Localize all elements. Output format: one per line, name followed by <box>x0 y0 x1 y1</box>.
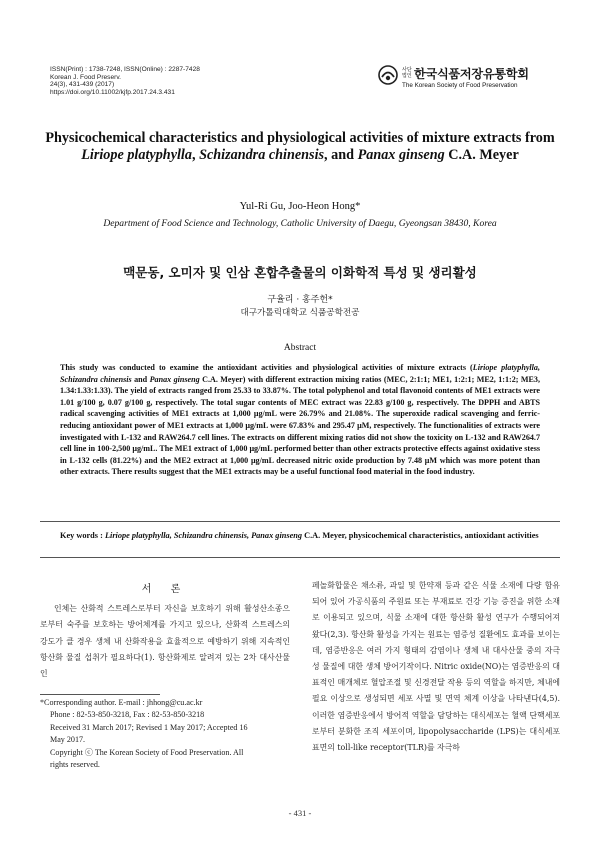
keywords-top-divider <box>40 521 560 522</box>
footnote-divider <box>40 694 160 695</box>
keywords-bottom-divider <box>40 557 560 558</box>
copyright-line: Copyright ⓒ The Korean Society of Food Preservation. All <box>50 747 244 757</box>
author-list: Yul-Ri Gu, Joo-Heon Hong* <box>239 201 361 212</box>
intro-right-column: 페놀화합물은 채소류, 과일 및 한약재 등과 같은 식물 소재에 다량 함유되어 있어 가공식품의 주원료 또는 부재료로 건강 기능 증진을 위한 소재로 이용되고 있으며, 식물 소재에 대한 항산화 활성 연구가 수행되어져 왔다(2,3). 항산화 활성을 가지는 원료는 염증성 질환에도 효과를 보이는데, 염증반응은 여러 가지 형태의 감염이나 생체 내 대사산물 중의 자극성 물질에 대한 생체 방어기작이다. Nitric oxide(NO)는 염증반응의 대표적인 매개체로 혈압조절 및 신경전달 작용 등의 역할을 하지만, 체내에 필요 이상으로 생성되면 세포 사멸 및 면역 체계 이상을 나타낸다(4,5). 이러한 염증반응에서 방어적 역할을 담당하는 대식세포는 혈액 단핵세포로부터 분화한 조직 세포이며, lipopolysaccharide (LPS)는 대식세포 표면의 toll-like receptor(TLR)를 자극하 <box>312 581 560 753</box>
author-affiliation: Department of Food Science and Technology, Catholic University of Daegu, Gyeongsan 38430, Korea <box>103 218 497 229</box>
korean-title: 맥문동, 오미자 및 인삼 혼합추출물의 이화학적 특성 및 생리활성 <box>123 265 477 280</box>
society-logo <box>378 64 558 96</box>
korean-affiliation: 대구가톨릭대학교 식품공학전공 <box>240 308 360 318</box>
page-number: - 431 - <box>288 808 312 818</box>
received-dates: Received 31 March 2017; Revised 1 May 2017; Accepted 16 <box>50 722 248 732</box>
volume-line: 24(3), 431-439 (2017) <box>50 81 115 89</box>
society-type-label: 사단 법인 <box>402 67 412 79</box>
keywords: Key words : Liriope platyphylla, Schizandra chinensis, Panax ginseng C.A. Meyer, physicochemical characteristics, antioxidant activities <box>60 531 539 540</box>
society-name-korean: 한국식품저장유통학회 <box>414 67 529 81</box>
journal-name: Korean J. Food Preserv. <box>50 73 121 81</box>
section-heading-introduction: 서 론 <box>141 584 189 595</box>
society-emblem-icon <box>378 65 398 85</box>
issn-line: ISSN(Print) : 1738-7248, ISSN(Online) : 2287-7428 <box>50 66 200 73</box>
society-name-english: The Korean Society of Food Preservation <box>402 82 518 89</box>
abstract-body: This study was conducted to examine the antioxidant activities and physiological activities of mixture extracts (Liriope platyphylla, Schizandra chinensis and Panax ginseng C.A. Meyer) with different extraction mixing ratios (MEC, 2:1:1; ME1, 1:2:1; ME2, 1:1:2; ME3, 1.34:1.33:1.33). The yield of extracts ranged from 25.33 to 33.87%. The total polyphenol and total flavonoid contents of ME1 extracts were 1.01 g/100 g, 0.07 g/100 g, respectively. The total sugar contents of MEC extract was 22.83 g/100 g, respectively. The DPPH and ABTS radical scavenging activities of ME1 extracts at 1,000 μg/mL were 26.79% and 21.08%. The superoxide radical scavenging and ferric-reducing antioxidant power of ME1 extracts at 1,000 μg/mL were 67.83% and 295.47 μM, respectively. The functionalities of extracts were investigated with L-132 and RAW264.7 cell lines. The extracts on different mixing ratios did not show the toxicity on L-132 and RAW264.7 cell line in 100-2,500 μg/mL. The ME1 extract of 1,000 μg/mL performed better than other extracts protective effects against oxidative stess in L-132 cells (81.22%) and the ME2 extract at 1,000 μg/mL decreased nitric oxide production by 7.48 μM which was more potent than other extracts. There results suggest that the ME1 extracts may be a useful functional food material in the food industry. <box>60 363 540 477</box>
accepted-date: May 2017. <box>50 735 86 745</box>
corresponding-email: *Corresponding author. E-mail : jhhong@cu.ac.kr <box>40 698 203 707</box>
copyright-line-2: rights reserved. <box>50 760 100 770</box>
intro-left-column: 인체는 산화적 스트레스로부터 자신을 보호하기 위해 활성산소종으로부터 숙주를 보호하는 방어체계를 가지고 있으나, 산화적 스트레스의 강도가 클 경우 생체 내 산화작용을 효율적으로 예방하기 위해 지속적인 항산화 물질 섭취가 필요하다(1). 항산화제로 알려져 있는 2차 대사산물인 <box>40 604 290 679</box>
doi-link[interactable]: https://doi.org/10.11002/kjfp.2017.24.3.431 <box>50 88 175 96</box>
korean-authors: 구율리 · 홍주헌* <box>267 295 333 305</box>
keywords-label: Key words : <box>60 531 103 540</box>
contact-phone: Phone : 82-53-850-3218, Fax : 82-53-850-3218 <box>50 710 205 720</box>
correspondence-footnote <box>40 697 292 771</box>
journal-header-info <box>50 66 200 96</box>
paper-title: Physicochemical characteristics and physiological activities of mixture extracts from Liriope platyphylla, Schizandra chinensis, and Panax ginseng C.A. Meyer <box>45 130 555 163</box>
abstract-heading: Abstract <box>283 343 317 353</box>
